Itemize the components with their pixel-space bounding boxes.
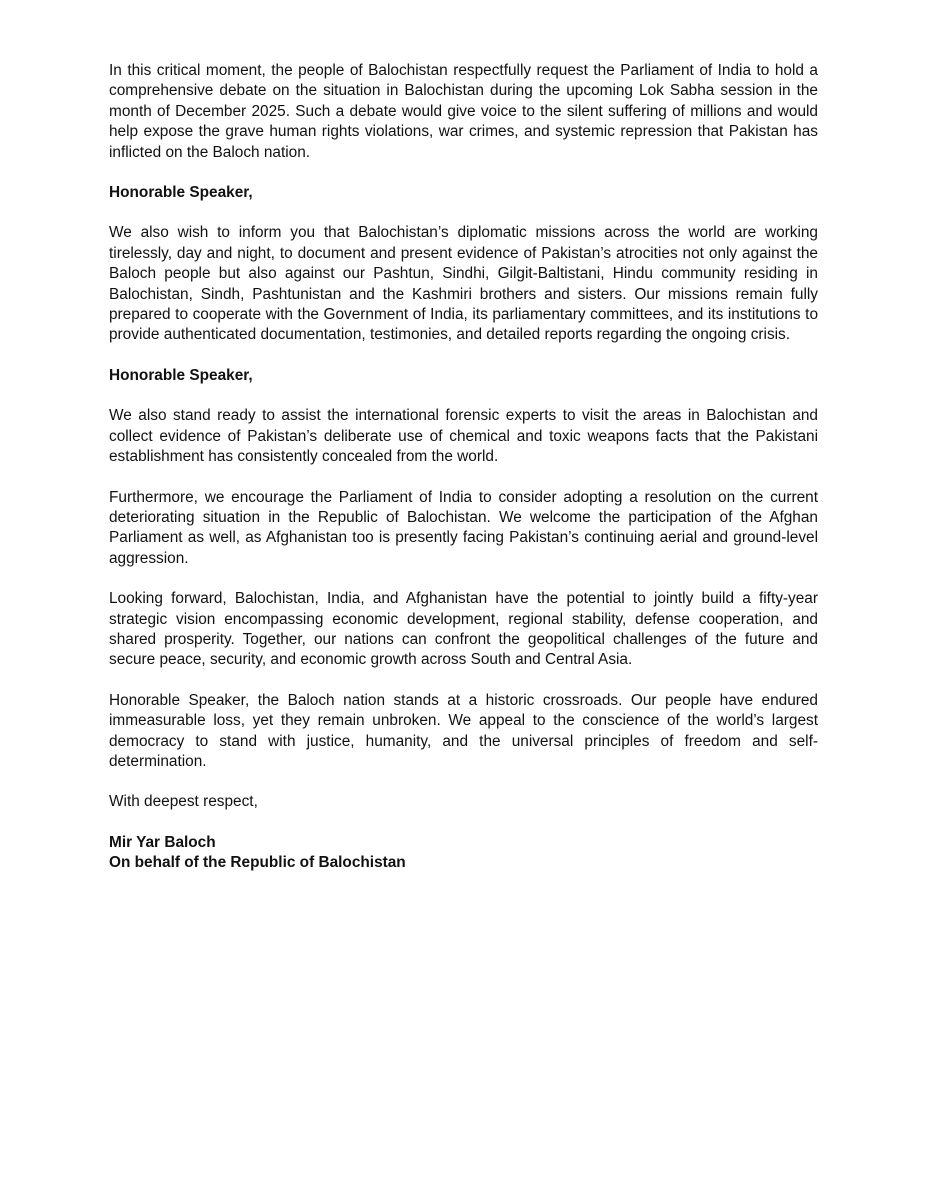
letter-paragraph-forensic-experts: We also stand ready to assist the international forensic experts to visit the areas in Balochistan and collect evidence of Pakistan’s deliberate use of chemical and toxic weapons facts that the Pakistani establishment has consistently concealed from the world. (109, 407, 818, 466)
signatory-name: Mir Yar Baloch (109, 833, 216, 851)
salutation-heading: Honorable Speaker, (109, 184, 253, 202)
letter-paragraph-appeal: Honorable Speaker, the Baloch nation stands at a historic crossroads. Our people have endured immeasurable loss, yet they remain unbroken. We appeal to the conscience of the world’s largest democracy to stand with justice, humanity, and the universal principles of freedom and self-determination. (109, 691, 818, 770)
letter-closing: With deepest respect, (109, 793, 258, 811)
salutation-heading: Honorable Speaker, (109, 366, 253, 384)
signatory-title: On behalf of the Republic of Balochistan (109, 854, 406, 872)
letter-page (109, 61, 818, 874)
letter-paragraph-diplomatic-missions: We also wish to inform you that Balochistan’s diplomatic missions across the world are working tirelessly, day and night, to document and present evidence of Pakistan’s atrocities not only against the Baloch people but also against our Pashtun, Sindhi, Gilgit-Baltistani, Hindu community residing in Balochistan, Sindh, Pashtunistan and the Kashmiri brothers and sisters. Our missions remain fully prepared to cooperate with the Government of India, its parliamentary committees, and its institutions to provide authenticated documentation, testimonies, and detailed reports regarding the ongoing crisis. (109, 224, 818, 344)
letter-paragraph-strategic-vision: Looking forward, Balochistan, India, and Afghanistan have the potential to jointly build a fifty-year strategic vision encompassing economic development, regional stability, defense cooperation, and shared prosperity. Together, our nations can confront the geopolitical challenges of the future and secure peace, security, and economic growth across South and Central Asia. (109, 590, 818, 669)
letter-paragraph-resolution: Furthermore, we encourage the Parliament of India to consider adopting a resolution on the current deteriorating situation in the Republic of Balochistan. We welcome the participation of the Afghan Parliament as well, as Afghanistan too is presently facing Pakistan’s continuing aerial and ground-level aggression. (109, 488, 818, 567)
letter-paragraph-debate-request: In this critical moment, the people of Balochistan respectfully request the Parliament of India to hold a comprehensive debate on the situation in Balochistan during the upcoming Lok Sabha session in the month of December 2025. Such a debate would give voice to the silent suffering of millions and would help expose the grave human rights violations, war crimes, and systemic repression that Pakistan has inflicted on the Baloch nation. (109, 62, 818, 161)
